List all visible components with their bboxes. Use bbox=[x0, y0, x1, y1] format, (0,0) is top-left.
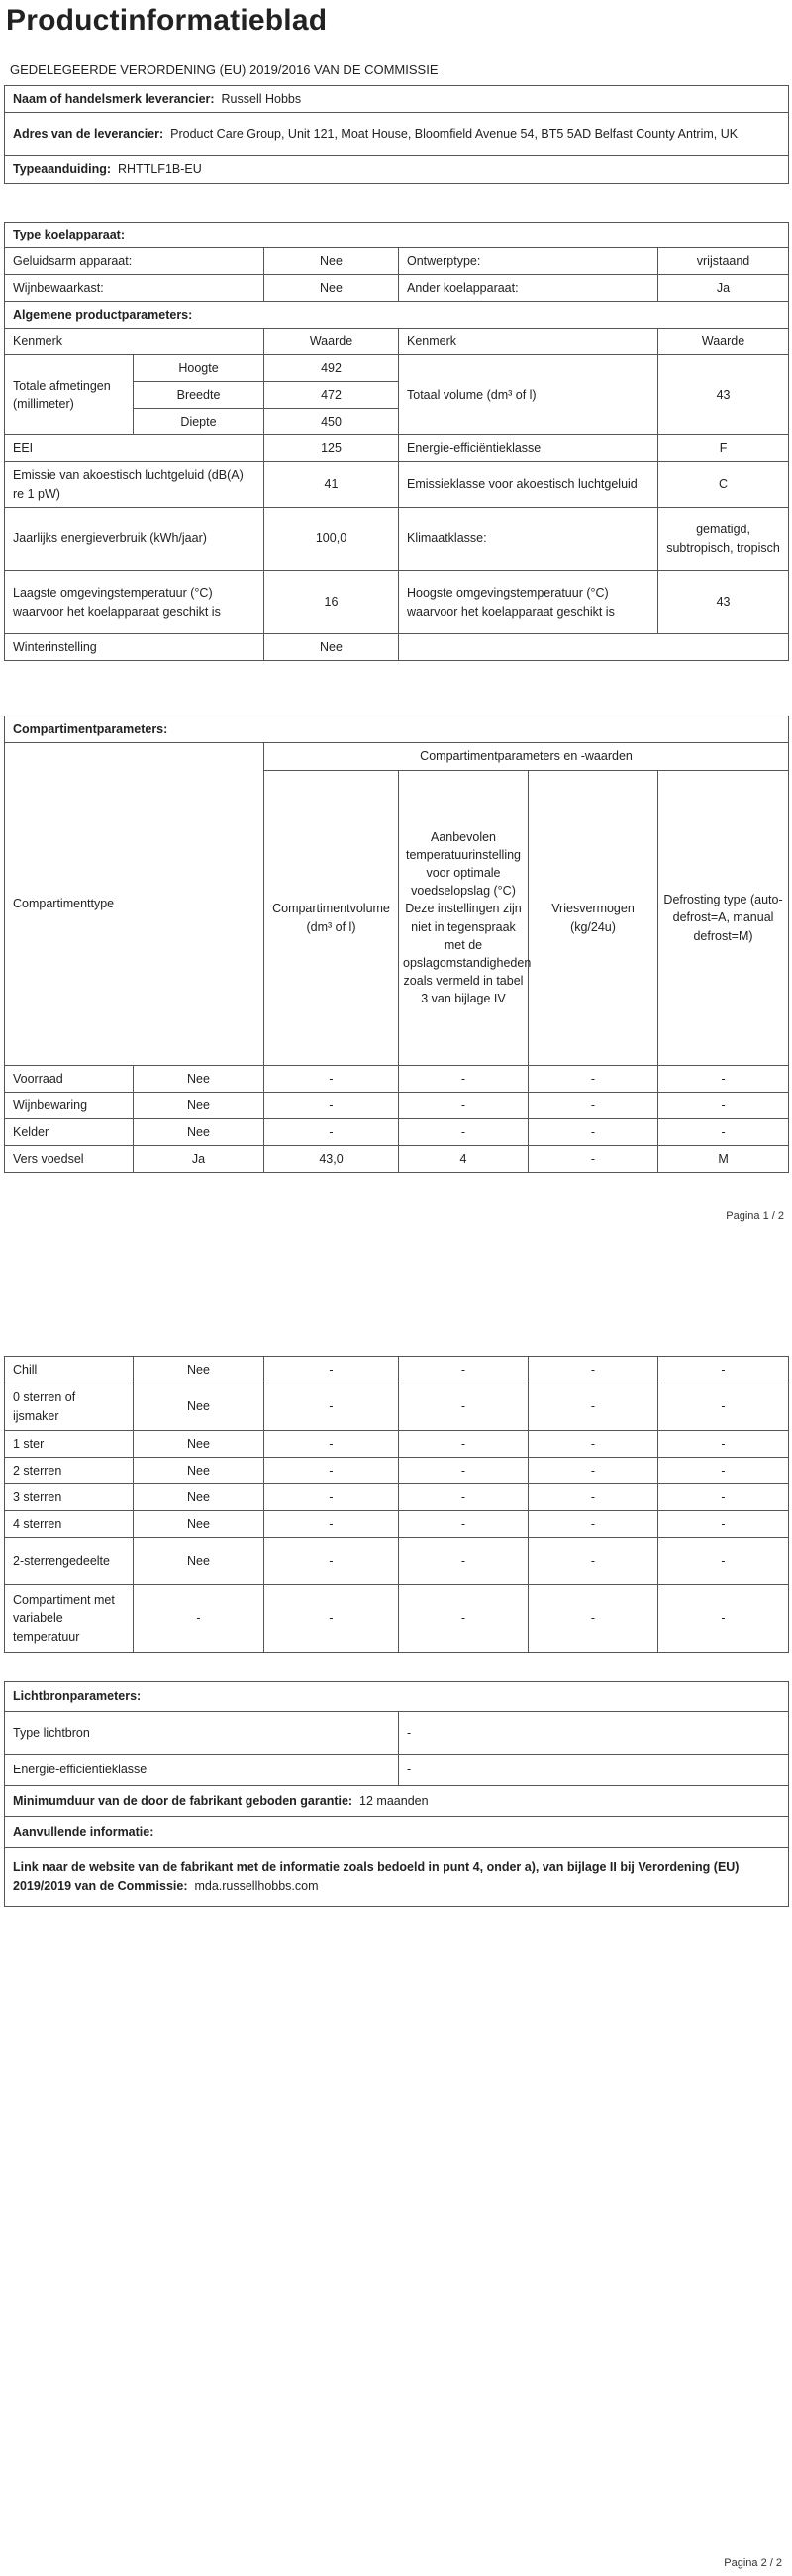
compartment-defrost: - bbox=[658, 1383, 789, 1431]
type-value: Nee bbox=[264, 275, 399, 302]
min-temp-label: Laagste omgevingstemperatuur (°C) waarvoor het koelapparaat geschikt is bbox=[5, 571, 264, 634]
supplier-address-value: Product Care Group, Unit 121, Moat House, Bloomfield Avenue 54, BT5 5AD Belfast County Antrim, UK bbox=[170, 127, 739, 142]
compartment-volume: - bbox=[264, 1119, 399, 1146]
compartment-temp: - bbox=[399, 1484, 529, 1511]
compartment-name: 1 ster bbox=[5, 1431, 134, 1458]
compartment-present: Nee bbox=[134, 1458, 264, 1484]
compartment-present: Nee bbox=[134, 1484, 264, 1511]
extra-info-heading: Aanvullende informatie: bbox=[5, 1817, 789, 1848]
light-heading: Lichtbronparameters: bbox=[5, 1682, 789, 1712]
dimension-label: Hoogte bbox=[134, 355, 264, 382]
column-header: Kenmerk bbox=[399, 329, 658, 355]
compartment-temp: - bbox=[399, 1357, 529, 1383]
noise-label: Emissie van akoestisch luchtgeluid (dB(A) re 1 pW) bbox=[5, 462, 264, 508]
table-row bbox=[5, 1357, 789, 1383]
table-row bbox=[5, 1066, 789, 1093]
compartment-freeze: - bbox=[529, 1119, 658, 1146]
min-temp-value: 16 bbox=[264, 571, 399, 634]
compartment-volume: - bbox=[264, 1357, 399, 1383]
compartment-name: Compartiment met variabele temperatuur bbox=[5, 1585, 134, 1653]
compartment-volume: - bbox=[264, 1431, 399, 1458]
compartment-table-page-2 bbox=[4, 1356, 789, 1653]
compartment-freeze: - bbox=[529, 1511, 658, 1538]
type-value: Nee bbox=[264, 248, 399, 275]
supplier-name-label: Naam of handelsmerk leverancier: bbox=[13, 91, 215, 106]
empty-cell bbox=[399, 634, 789, 661]
compartment-defrost: M bbox=[658, 1146, 789, 1173]
compartment-freeze: - bbox=[529, 1357, 658, 1383]
compartment-temp: - bbox=[399, 1383, 529, 1431]
eei-value: 125 bbox=[264, 435, 399, 462]
type-label: Wijnbewaarkast: bbox=[5, 275, 264, 302]
dimension-value: 472 bbox=[264, 382, 399, 409]
table-row bbox=[5, 1458, 789, 1484]
light-class-label: Energie-efficiëntieklasse bbox=[5, 1755, 399, 1786]
compartment-freeze: - bbox=[529, 1538, 658, 1585]
compartment-table-page-1 bbox=[4, 716, 789, 1173]
compartment-name: Vers voedsel bbox=[5, 1146, 134, 1173]
compartment-name: 2-sterrengedeelte bbox=[5, 1538, 134, 1585]
winter-setting-value: Nee bbox=[264, 634, 399, 661]
compartment-present: Nee bbox=[134, 1093, 264, 1119]
compartment-freeze: - bbox=[529, 1431, 658, 1458]
page-title: Productinformatieblad bbox=[6, 4, 328, 37]
compartment-temp: 4 bbox=[399, 1146, 529, 1173]
warranty-value: 12 maanden bbox=[359, 1793, 429, 1808]
compartment-volume: - bbox=[264, 1538, 399, 1585]
compartment-present: Nee bbox=[134, 1538, 264, 1585]
column-header: Kenmerk bbox=[5, 329, 264, 355]
compartment-freeze: - bbox=[529, 1383, 658, 1431]
type-heading: Type koelapparaat: bbox=[5, 223, 789, 248]
compartment-defrost: - bbox=[658, 1431, 789, 1458]
compartment-name: Kelder bbox=[5, 1119, 134, 1146]
general-parameters-table bbox=[4, 301, 789, 661]
general-heading: Algemene productparameters: bbox=[5, 302, 789, 329]
table-row bbox=[5, 1538, 789, 1585]
compartment-temp: - bbox=[399, 1066, 529, 1093]
compartment-present: Nee bbox=[134, 1431, 264, 1458]
volume-value: 43 bbox=[658, 355, 789, 435]
dimension-value: 450 bbox=[264, 409, 399, 435]
light-type-value: - bbox=[399, 1712, 789, 1755]
compartments-heading: Compartimentparameters: bbox=[5, 716, 789, 743]
compartment-group-header: Compartimentparameters en -waarden bbox=[264, 743, 789, 771]
compartment-type-header: Compartimenttype bbox=[5, 743, 264, 1066]
supplier-address-cell bbox=[5, 113, 789, 156]
compartment-present: - bbox=[134, 1585, 264, 1653]
dimension-label: Diepte bbox=[134, 409, 264, 435]
light-type-label: Type lichtbron bbox=[5, 1712, 399, 1755]
compartment-defrost: - bbox=[658, 1585, 789, 1653]
model-value: RHTTLF1B-EU bbox=[118, 162, 202, 177]
warranty-label: Minimumduur van de door de fabrikant geboden garantie: bbox=[13, 1793, 353, 1808]
compartment-defrost: - bbox=[658, 1458, 789, 1484]
manufacturer-link-label: Link naar de website van de fabrikant met de informatie zoals bedoeld in punt 4, onder a), van bijlage II bij Verordening (EU) 2019/2019 van de Commissie: bbox=[13, 1860, 740, 1893]
compartment-name: 0 sterren of ijsmaker bbox=[5, 1383, 134, 1431]
energy-consumption-value: 100,0 bbox=[264, 508, 399, 571]
compartment-temp: - bbox=[399, 1119, 529, 1146]
supplier-address-label: Adres van de leverancier: bbox=[13, 127, 164, 142]
compartment-defrost: - bbox=[658, 1484, 789, 1511]
column-header-temperature: Aanbevolen temperatuurinstelling voor optimale voedselopslag (°C) Deze instellingen zijn niet in tegenspraak met de opslagomstandigheden zoals vermeld in tabel 3 van bijlage IV bbox=[399, 771, 529, 1066]
compartment-name: 2 sterren bbox=[5, 1458, 134, 1484]
compartment-temp: - bbox=[399, 1538, 529, 1585]
compartment-present: Nee bbox=[134, 1383, 264, 1431]
compartment-freeze: - bbox=[529, 1146, 658, 1173]
supplier-name-cell bbox=[5, 86, 789, 113]
noise-class-label: Emissieklasse voor akoestisch luchtgeluid bbox=[399, 462, 658, 508]
compartment-volume: - bbox=[264, 1383, 399, 1431]
dimension-value: 492 bbox=[264, 355, 399, 382]
compartment-volume: - bbox=[264, 1511, 399, 1538]
type-label: Ontwerptype: bbox=[399, 248, 658, 275]
type-value: Ja bbox=[658, 275, 789, 302]
light-class-value: - bbox=[399, 1755, 789, 1786]
regulation-subtitle: GEDELEGEERDE VERORDENING (EU) 2019/2016 VAN DE COMMISSIE bbox=[10, 62, 439, 77]
noise-class-value: C bbox=[658, 462, 789, 508]
compartment-present: Nee bbox=[134, 1119, 264, 1146]
compartment-volume: 43,0 bbox=[264, 1146, 399, 1173]
max-temp-label: Hoogste omgevingstemperatuur (°C) waarvoor het koelapparaat geschikt is bbox=[399, 571, 658, 634]
energy-consumption-label: Jaarlijks energieverbruik (kWh/jaar) bbox=[5, 508, 264, 571]
compartment-defrost: - bbox=[658, 1066, 789, 1093]
compartment-freeze: - bbox=[529, 1458, 658, 1484]
compartment-volume: - bbox=[264, 1066, 399, 1093]
table-row bbox=[5, 1431, 789, 1458]
compartment-name: 3 sterren bbox=[5, 1484, 134, 1511]
compartment-freeze: - bbox=[529, 1484, 658, 1511]
climate-class-value: gematigd, subtropisch, tropisch bbox=[658, 508, 789, 571]
manufacturer-link-value[interactable]: mda.russellhobbs.com bbox=[194, 1878, 319, 1893]
type-table bbox=[4, 222, 789, 302]
compartment-volume: - bbox=[264, 1484, 399, 1511]
type-label: Ander koelapparaat: bbox=[399, 275, 658, 302]
energy-class-label: Energie-efficiëntieklasse bbox=[399, 435, 658, 462]
eei-label: EEI bbox=[5, 435, 264, 462]
volume-label: Totaal volume (dm³ of l) bbox=[399, 355, 658, 435]
compartment-name: Wijnbewaring bbox=[5, 1093, 134, 1119]
compartment-defrost: - bbox=[658, 1511, 789, 1538]
table-row bbox=[5, 1585, 789, 1653]
compartment-present: Ja bbox=[134, 1146, 264, 1173]
compartment-defrost: - bbox=[658, 1538, 789, 1585]
compartment-defrost: - bbox=[658, 1357, 789, 1383]
table-row bbox=[5, 1119, 789, 1146]
column-header-freezing: Vriesvermogen (kg/24u) bbox=[529, 771, 658, 1066]
supplier-table bbox=[4, 85, 789, 184]
compartment-present: Nee bbox=[134, 1511, 264, 1538]
compartment-present: Nee bbox=[134, 1357, 264, 1383]
warranty-cell bbox=[5, 1786, 789, 1817]
compartment-temp: - bbox=[399, 1431, 529, 1458]
compartment-defrost: - bbox=[658, 1093, 789, 1119]
compartment-volume: - bbox=[264, 1585, 399, 1653]
winter-setting-label: Winterinstelling bbox=[5, 634, 264, 661]
compartment-name: 4 sterren bbox=[5, 1511, 134, 1538]
energy-class-value: F bbox=[658, 435, 789, 462]
compartment-temp: - bbox=[399, 1093, 529, 1119]
dimensions-label: Totale afmetingen (millimeter) bbox=[5, 355, 134, 435]
type-label: Geluidsarm apparaat: bbox=[5, 248, 264, 275]
table-row bbox=[5, 1484, 789, 1511]
compartment-temp: - bbox=[399, 1511, 529, 1538]
compartment-freeze: - bbox=[529, 1093, 658, 1119]
column-header: Waarde bbox=[658, 329, 789, 355]
compartment-temp: - bbox=[399, 1458, 529, 1484]
type-value: vrijstaand bbox=[658, 248, 789, 275]
model-cell bbox=[5, 156, 789, 184]
climate-class-label: Klimaatklasse: bbox=[399, 508, 658, 571]
noise-value: 41 bbox=[264, 462, 399, 508]
compartment-present: Nee bbox=[134, 1066, 264, 1093]
page-number: Pagina 2 / 2 bbox=[724, 2557, 782, 2569]
max-temp-value: 43 bbox=[658, 571, 789, 634]
supplier-name-value: Russell Hobbs bbox=[221, 91, 302, 106]
model-label: Typeaanduiding: bbox=[13, 162, 112, 177]
column-header-volume: Compartimentvolume (dm³ of l) bbox=[264, 771, 399, 1066]
page-number: Pagina 1 / 2 bbox=[726, 1210, 784, 1222]
manufacturer-link-cell bbox=[5, 1848, 789, 1907]
compartment-defrost: - bbox=[658, 1119, 789, 1146]
column-header: Waarde bbox=[264, 329, 399, 355]
table-row bbox=[5, 1383, 789, 1431]
table-row bbox=[5, 1093, 789, 1119]
column-header-defrost: Defrosting type (auto-defrost=A, manual defrost=M) bbox=[658, 771, 789, 1066]
compartment-volume: - bbox=[264, 1093, 399, 1119]
compartment-freeze: - bbox=[529, 1066, 658, 1093]
compartment-freeze: - bbox=[529, 1585, 658, 1653]
table-row bbox=[5, 1511, 789, 1538]
table-row bbox=[5, 1146, 789, 1173]
compartment-name: Chill bbox=[5, 1357, 134, 1383]
compartment-temp: - bbox=[399, 1585, 529, 1653]
compartment-volume: - bbox=[264, 1458, 399, 1484]
compartment-name: Voorraad bbox=[5, 1066, 134, 1093]
dimension-label: Breedte bbox=[134, 382, 264, 409]
light-source-table bbox=[4, 1681, 789, 1907]
